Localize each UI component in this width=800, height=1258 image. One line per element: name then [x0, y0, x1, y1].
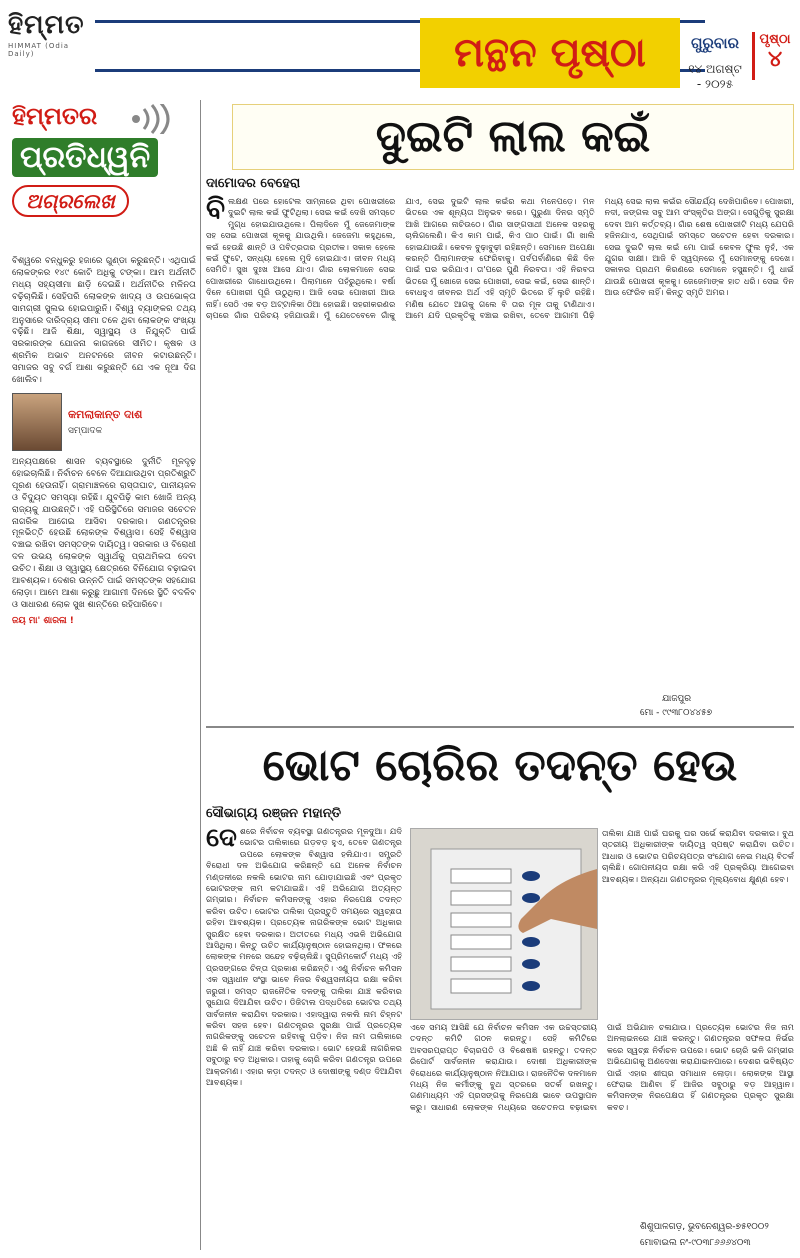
column-tagline: ଅଗ୍ରଲେଖ — [12, 185, 129, 217]
article1-body — [206, 192, 794, 696]
article2-byline: ସୌଭାଗ୍ୟ ରଞ୍ଜନ ମହାନ୍ତି — [206, 806, 341, 821]
issue-day: ଗୁରୁବାର — [691, 34, 739, 52]
broadcast-waves-icon — [130, 104, 176, 138]
editorial-column — [12, 100, 196, 1250]
article1-phone: ମୋ - ୯୯୩୮୦୪୪୫୭ — [640, 708, 713, 718]
editorial-body-2: ଅନ୍ୟପକ୍ଷରେ ଶାସନ ବ୍ୟବସ୍ଥାରେ ଦୁର୍ନୀତି ମୂଳଦୃଢ଼ ହୋଇଚାଲିଛି। ନିର୍ବାଚନ ବେଳେ ଦିଆଯାଉଥିବା ପ୍ରତିଶ୍ରୁତି ପୂରଣ ହେଉନାହିଁ। ଗ୍ରାମାଞ୍ଚଳରେ ରାସ୍ତାଘାଟ, ପାନୀୟଜଳ ଓ ବିଦ୍ୟୁତ ସମସ୍ୟା ରହିଛି। ଯୁବପିଢ଼ି କାମ ଖୋଜି ଅନ୍ୟ ରାଜ୍ୟକୁ ଯାଉଛନ୍ତି। ଏହି ପରିସ୍ଥିତିରେ ସମାଜର ସଚେତନ ନାଗରିକ ଆଗେଇ ଆସିବା ଦରକାର। ଗଣତନ୍ତ୍ରର ମୂଳଭିତ୍ତି ହେଉଛି ଲୋକଙ୍କ ବିଶ୍ୱାସ। ସେହି ବିଶ୍ୱାସ ବଞ୍ଚାଇ ରଖିବା ସମସ୍ତଙ୍କ ଦାୟିତ୍ୱ। ସରକାର ଓ ବିରୋଧୀ ଦଳ ଉଭୟ ଲୋକଙ୍କ ସ୍ୱାର୍ଥକୁ ପ୍ରାଥମିକତା ଦେବା ଉଚିତ। ଶିକ୍ଷା ଓ ସ୍ୱାସ୍ଥ୍ୟ କ୍ଷେତ୍ରରେ ବିନିଯୋଗ ବଢ଼ାଇବା ଆବଶ୍ୟକ। ଦେଶର ଉନ୍ନତି ପାଇଁ ସମସ୍ତଙ୍କ ସହଯୋଗ ଲୋଡ଼ା। ଆମେ ଆଶା କରୁଛୁ ଆଗାମୀ ଦିନରେ ସ୍ଥିତି ବଦଳିବ ଓ ସାଧାରଣ ଲୋକ ସୁଖ ଶାନ୍ତିରେ ରହିପାରିବେ। — [12, 456, 196, 610]
section-title: ମନ୍ଥନ ପୃଷ୍ଠା — [420, 18, 680, 88]
article2-signature: ଶିଶୁପାଳଗଡ଼, ଭୁବନେଶ୍ୱର-୭୫୧୦୦୨ — [640, 1222, 769, 1232]
date-box — [686, 34, 744, 92]
article2-body-bottom: ଏବେ ସମୟ ଆସିଛି ଯେ ନିର୍ବାଚନ କମିସନ ଏକ ଉଚ୍ଚସ୍ତରୀୟ ତଦନ୍ତ କମିଟି ଗଠନ କରନ୍ତୁ। ସେହି କମିଟିରେ ଅବସରପ୍ରାପ୍ତ ବିଚାରପତି ଓ ବିଶେଷଜ୍ଞ ରହନ୍ତୁ। ତଦନ୍ତ ରିପୋର୍ଟ ସାର୍ବଜନୀନ କରାଯାଉ। ଦୋଷୀ ଅଧିକାରୀଙ୍କ ବିରୋଧରେ କାର୍ଯ୍ୟାନୁଷ୍ଠାନ ନିଆଯାଉ। ରାଜନୈତିକ ଦଳମାନେ ମଧ୍ୟ ନିଜ କର୍ମୀଙ୍କୁ ବୁଥ ସ୍ତରରେ ସତର୍କ ରଖନ୍ତୁ। ଗଣମାଧ୍ୟମ ଏହି ପ୍ରସଙ୍ଗକୁ ନିରପେକ୍ଷ ଭାବେ ଉପସ୍ଥାପନ କରୁ। ସାଧାରଣ ଲୋକଙ୍କ ମଧ୍ୟରେ ସଚେତନତା ବଢ଼ାଇବା ପାଇଁ ଅଭିଯାନ ଚଳାଯାଉ। ପ୍ରତ୍ୟେକ ଭୋଟର ନିଜ ନାମ ଅନଲାଇନରେ ଯାଞ୍ଚ କରନ୍ତୁ। ଗଣତନ୍ତ୍ରର ସଫଳତା ନିର୍ଭର କରେ ସ୍ୱଚ୍ଛ ନିର୍ବାଚନ ଉପରେ। ଭୋଟ ଚୋରି ଭଳି ଗମ୍ଭୀର ଅଭିଯୋଗକୁ ଅଣଦେଖା କରାଯାଇନପାରେ। ଦେଶର ଭବିଷ୍ୟତ ପାଇଁ ଏହାର ଶୀଘ୍ର ସମାଧାନ ଲୋଡ଼ା। ଲୋକଙ୍କ ଆସ୍ଥା ଫେରାଇ ଆଣିବା ହିଁ ଆଜିର ସବୁଠାରୁ ବଡ଼ ଆହ୍ୱାନ। କମିସନଙ୍କ ନିରପେକ୍ଷତା ହିଁ ଗଣତନ୍ତ୍ରର ପ୍ରକୃତ ସୁରକ୍ଷା କବଚ। — [410, 1022, 794, 1112]
issue-date: ୧୪ ଅଗଷ୍ଟ - ୨୦୨୫ — [688, 62, 742, 91]
author-info — [68, 408, 142, 436]
article1-byline: ଦାମୋଦର ବେହେରା — [206, 176, 301, 191]
column-brand-main: ପ୍ରତିଧ୍ୱନି — [12, 138, 158, 177]
page-number-box — [752, 32, 795, 80]
author-role: ସମ୍ପାଦକ — [68, 425, 103, 436]
editorial-body-1: ବିଶ୍ୱରେ ବନ୍ଧୁକରୁ ହଜାରେ ଗୁଣ୍ଡା କରୁଛନ୍ତି। ଏଥିପାଇଁ ଲୋକଙ୍କର ୧୪୯ କୋଟି ଅଧିକୁ ଟଙ୍କା। ଆମ ଅର୍ଥନୀତି ମଧ୍ୟ ସହ୍ୟସୀମା ଛାଡ଼ି ଦେଇଛି। ଅର୍ଥନୀତିର ମଳିନତା ବଢ଼ିଚାଲିଛି। ସେହିପରି ଲୋକଙ୍କ ଖାଦ୍ୟ ଓ ଉପଭୋକ୍ତା ସାମଗ୍ରୀ ସୁଲଭ ହୋଇପାରୁନି। ବିଶ୍ୱ ବ୍ୟାଙ୍କର ତଥ୍ୟ ଅନୁସାରେ ଦାରିଦ୍ର୍ୟ ସୀମା ତଳେ ଥିବା ଲୋକଙ୍କ ସଂଖ୍ୟା ବଢ଼ିଛି। ଆଜି ଶିକ୍ଷା, ସ୍ୱାସ୍ଥ୍ୟ ଓ ନିଯୁକ୍ତି ପାଇଁ ସରକାରଙ୍କ ଯୋଜନା କାଗଜରେ ସୀମିତ। କୃଷକ ଓ ଶ୍ରମିକ ଅଭାବ ଅନଟନରେ ଜୀବନ କଟାଉଛନ୍ତି। ସମାଜର ସବୁ ବର୍ଗ ଆଶା କରୁଛନ୍ତି ଯେ ଏକ ନୂଆ ଦିଗ ଖୋଲିବ। — [12, 256, 196, 386]
newspaper-logo[interactable] — [8, 8, 88, 64]
author-photo — [12, 393, 62, 451]
article2-phone: ମୋବାଇଲ ନଂ-୯୦୩୮୬୬୬୪୦୩ — [640, 1238, 751, 1248]
masthead — [0, 0, 800, 92]
author-name: କମଲାକାନ୍ତ ଦାଶ — [68, 407, 143, 421]
logo-text: ହିମ୍ମତ — [8, 10, 85, 40]
page-number: ୪ — [767, 47, 783, 72]
column-brand-top: ହିମ୍ମତର — [12, 102, 98, 130]
page-label: ପୃଷ୍ଠା — [759, 32, 791, 47]
article2-body-right: ତାଲିକା ଯାଞ୍ଚ ପାଇଁ ଘରକୁ ଘର ସର୍ଭେ କରାଯିବା ଦରକାର। ବୁଥ ସ୍ତରୀୟ ଅଧିକାରୀଙ୍କ ଦାୟିତ୍ୱ ସ୍ପଷ୍ଟ କରାଯିବା ଉଚିତ। ଆଧାର ଓ ଭୋଟର ପରିଚୟପତ୍ର ସଂଯୋଗ ନେଇ ମଧ୍ୟ ବିତର୍କ ଚାଲିଛି। ଗୋପନୀୟତା ରକ୍ଷା କରି ଏହି ପ୍ରକ୍ରିୟା ଆଗେଇବା ଆବଶ୍ୟକ। ଅନ୍ୟଥା ଗଣତନ୍ତ୍ରର ମୂଲ୍ୟବୋଧ କ୍ଷୁଣ୍ଣ ହେବ। — [602, 828, 794, 884]
evm-voting-photo[interactable] — [410, 828, 598, 1020]
article2-text-left: ଶରେ ନିର୍ବାଚନ ବ୍ୟବସ୍ଥା ଗଣତନ୍ତ୍ରର ମୂଳଦୁଆ। ଯଦି ଭୋଟର ତାଲିକାରେ ଗଡ଼ବଡ଼ ହୁଏ, ତେବେ ଗଣତନ୍ତ୍ର ଉପରେ ଲୋକଙ୍କ ବିଶ୍ୱାସ ହଲିଯାଏ। ସମ୍ପ୍ରତି ବିରୋଧୀ ଦଳ ଅଭିଯୋଗ କରିଛନ୍ତି ଯେ ଅନେକ ନିର୍ବାଚନ ମଣ୍ଡଳୀରେ ନକଲି ଭୋଟର ନାମ ଯୋଡ଼ାଯାଇଛି ଏବଂ ପ୍ରକୃତ ଭୋଟରଙ୍କ ନାମ କଟାଯାଇଛି। ଏହି ଅଭିଯୋଗ ଅତ୍ୟନ୍ତ ଗମ୍ଭୀର। ନିର୍ବାଚନ କମିସନଙ୍କୁ ଏହାର ନିରପେକ୍ଷ ତଦନ୍ତ କରିବା ଉଚିତ। ଭୋଟର ତାଲିକା ପ୍ରସ୍ତୁତି ସମୟରେ ସ୍ୱଚ୍ଛତା ରହିବା ଆବଶ୍ୟକ। ପ୍ରତ୍ୟେକ ନାଗରିକଙ୍କ ଭୋଟ ଅଧିକାର ସୁରକ୍ଷିତ ହେବା ଦରକାର। ଅତୀତରେ ମଧ୍ୟ ଏଭଳି ଅଭିଯୋଗ ଆସିଥିଲା। କିନ୍ତୁ ଉଚିତ କାର୍ଯ୍ୟାନୁଷ୍ଠାନ ହୋଇନଥିଲା। ଫଳରେ ଲୋକଙ୍କ ମନରେ ସନ୍ଦେହ ବଢ଼ିଚାଲିଛି। ସୁପ୍ରିମକୋର୍ଟ ମଧ୍ୟ ଏହି ପ୍ରସଙ୍ଗରେ ଚିନ୍ତା ପ୍ରକାଶ କରିଛନ୍ତି। ଏଣୁ ନିର୍ବାଚନ କମିସନ ଏକ ସ୍ୱାଧୀନ ସଂସ୍ଥା ଭାବେ ନିଜର ବିଶ୍ୱସନୀୟତା ରକ୍ଷା କରିବା ଜରୁରୀ। ସମସ୍ତ ରାଜନୈତିକ ଦଳଙ୍କୁ ତାଲିକା ଯାଞ୍ଚ କରିବାର ସୁଯୋଗ ଦିଆଯିବା ଉଚିତ। ଡିଜିଟାଲ ପଦ୍ଧତିରେ ଭୋଟର ତଥ୍ୟ ସାର୍ବଜନୀନ କରାଯିବା ଦରକାର। ଏହାଦ୍ୱାରା ନକଲି ନାମ ଚିହ୍ନଟ କରିବା ସହଜ ହେବ। ଗଣତନ୍ତ୍ରର ସୁରକ୍ଷା ପାଇଁ ପ୍ରତ୍ୟେକ ନାଗରିକଙ୍କୁ ସଚେତନ ରହିବାକୁ ପଡ଼ିବ। ନିଜ ନାମ ତାଲିକାରେ ଅଛି କି ନାହିଁ ଯାଞ୍ଚ କରିବା ଦରକାର। ଭୋଟ ହେଉଛି ନାଗରିକର ସବୁଠାରୁ ବଡ଼ ଅଧିକାର। ତାହାକୁ ଚୋରି କରିବା ଗଣତନ୍ତ୍ର ଉପରେ ଆକ୍ରମଣ। ଏହାର କଡ଼ା ତଦନ୍ତ ଓ ଦୋଷୀଙ୍କୁ ଦଣ୍ଡ ଦିଆଯିବା ଆବଶ୍ୟକ। — [206, 826, 402, 1087]
article2-body-left — [206, 823, 402, 1238]
editorial-closing: ଜୟ ମା' ଶାରଳା ! — [12, 615, 74, 626]
section-divider — [206, 726, 794, 728]
article2-dropcap: ଦେ — [206, 823, 237, 853]
article1-signature: ଯାଜପୁର — [662, 694, 692, 704]
article1-headline[interactable]: ଦୁଇଟି ଲାଲ କଇଁ — [232, 104, 794, 170]
column-banner — [12, 100, 196, 250]
article1-text: ଲକ୍ଷଣ ପରେ ହୋଟେଲ ସାମ୍ନାରେ ଥିବା ପୋଖରୀରେ ଦୁଇଟି ଲାଲ କଇଁ ଫୁଟିଥିଲା। ସେଇ କଇଁ ଦେଖି ସମସ୍ତେ ମୁଗ୍ଧ ହୋଇଯାଉଥିଲେ। ପିଲାଦିନେ ମୁଁ ଜେଜେମାଙ୍କ ସହ ସେଇ ପୋଖରୀ କୂଳକୁ ଯାଉଥିଲି। ଜେଜେମା କହୁଥିଲେ, କଇଁ ହେଉଛି ଶାନ୍ତି ଓ ପବିତ୍ରତାର ପ୍ରତୀକ। ସକାଳ ହେଲେ କଇଁ ଫୁଟେ, ସନ୍ଧ୍ୟା ହେଲେ ମୁଦି ହୋଇଯାଏ। ଜୀବନ ମଧ୍ୟ ସେମିତି। ସୁଖ ଦୁଃଖ ଆସେ ଯାଏ। ଗାଁର ଲୋକମାନେ ସେଇ ପୋଖରୀରେ ଗାଧୋଉଥିଲେ। ପିଲାମାନେ ପହଁରୁଥିଲେ। ବର୍ଷା ଦିନେ ପୋଖରୀ ପୂରି ଉଠୁଥିଲା। ଆଜି ସେଇ ପୋଖରୀ ଆଉ ନାହିଁ। ସେଠି ଏକ ବଡ଼ ଅଟ୍ଟାଳିକା ଠିଆ ହୋଇଛି। ସହରୀକରଣର ଚାପରେ ଗାଁର ପରିଚୟ ହଜିଯାଉଛି। ମୁଁ ଯେତେବେଳେ ଗାଁକୁ ଯାଏ, ସେଇ ଦୁଇଟି ଲାଲ କଇଁର କଥା ମନେପଡ଼େ। ମନ ଭିତରେ ଏକ ଶୂନ୍ୟତା ଅନୁଭବ କରେ। ପୁରୁଣା ଦିନର ସ୍ମୃତି ଆଖି ଆଗରେ ନାଚିଉଠେ। ଗାଁର ସାଙ୍ଗସାଥୀ ଅନେକ ସହରକୁ ଚାଲିଗଲେଣି। କିଏ କାମ ପାଇଁ, କିଏ ପାଠ ପାଇଁ। ଗାଁ ଖାଲି ହୋଇଯାଉଛି। କେବଳ ବୁଢ଼ାବୁଢ଼ୀ ରହିଛନ୍ତି। ସେମାନେ ଅପେକ୍ଷା କରନ୍ତି ପିଲାମାନଙ୍କ ଫେରିବାକୁ। ପର୍ବପର୍ବାଣିରେ କିଛି ଦିନ ପାଇଁ ଘର ଭରିଯାଏ। ତା'ପରେ ପୁଣି ନିରବତା। ଏହି ନିରବତା ଭିତରେ ମୁଁ ଖୋଜେ ସେଇ ପୋଖରୀ, ସେଇ କଇଁ, ସେଇ ଶାନ୍ତି। ବୋଧହୁଏ ଜୀବନର ଅର୍ଥ ଏହି ସ୍ମୃତି ଭିତରେ ହିଁ ଲୁଚି ରହିଛି। ମଣିଷ ଯେତେ ଆଗକୁ ଗଲେ ବି ତାର ମୂଳ ତାକୁ ଟାଣିଥାଏ। ଆମେ ଯଦି ପ୍ରକୃତିକୁ ବଞ୍ଚାଇ ରଖିବା, ତେବେ ଆଗାମୀ ପିଢ଼ି ମଧ୍ୟ ସେଇ ଲାଲ କଇଁର ସୌନ୍ଦର୍ଯ୍ୟ ଦେଖିପାରିବେ। ପୋଖରୀ, ନଦୀ, ଜଙ୍ଗଲ ସବୁ ଆମ ସଂସ୍କୃତିର ଅଙ୍ଗ। ସେଗୁଡ଼ିକୁ ସୁରକ୍ଷା ଦେବା ଆମ କର୍ତ୍ତବ୍ୟ। ଗାଁର ଶେଷ ପୋଖରୀଟି ମଧ୍ୟ ଯେପରି ହଜିନଯାଏ, ସେଥିପାଇଁ ସମସ୍ତେ ସଚେତନ ହେବା ଦରକାର। ସେଇ ଦୁଇଟି ଲାଲ କଇଁ ମୋ ପାଇଁ କେବଳ ଫୁଲ ନୁହଁ, ଏକ ଯୁଗର ସାକ୍ଷୀ। ଆଜି ବି ସ୍ୱପ୍ନରେ ମୁଁ ସେମାନଙ୍କୁ ଦେଖେ। ସକାଳର ପ୍ରଥମ କିରଣରେ ସେମାନେ ହସୁଛନ୍ତି। ମୁଁ ଧାଇଁ ଯାଉଛି ପୋଖରୀ କୂଳକୁ। ଜେଜେମାଙ୍କ ହାତ ଧରି। ସେଇ ଦିନ ଆଉ ଫେରିବ ନାହିଁ। କିନ୍ତୁ ସ୍ମୃତି ଅମର। — [206, 196, 794, 321]
column-divider — [200, 100, 201, 1250]
author-box — [12, 393, 196, 451]
article2-headline[interactable]: ଭୋଟ ଚୋରିର ତଦନ୍ତ ହେଉ — [262, 740, 738, 791]
logo-subtitle: HIMMAT (Odia Daily) — [8, 42, 70, 58]
article1-dropcap: ବି — [206, 192, 226, 225]
